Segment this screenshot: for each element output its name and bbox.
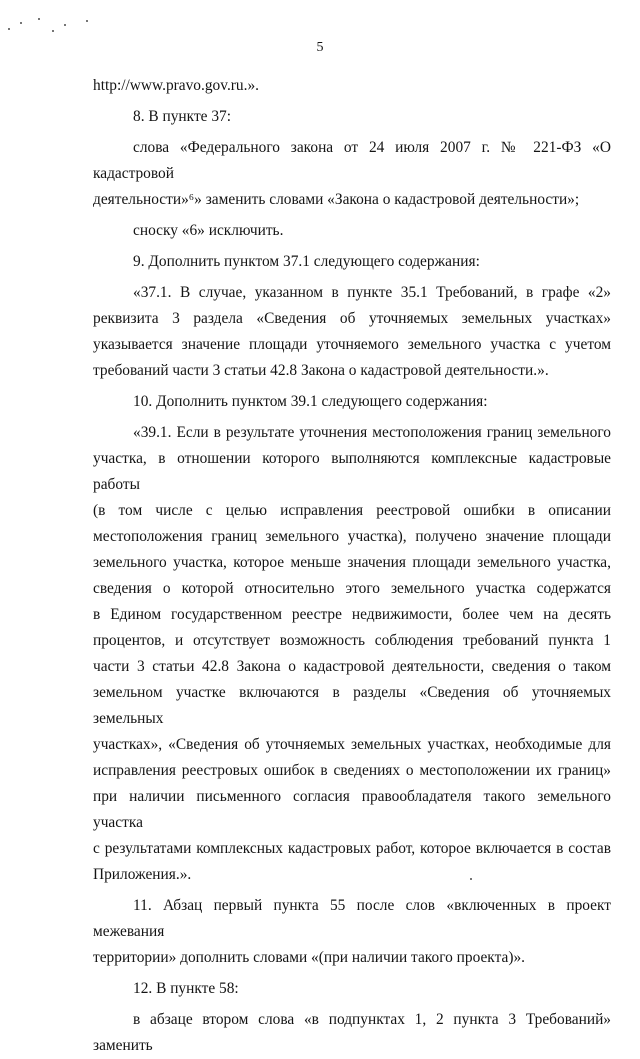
paragraph-item-12: [93, 976, 611, 1002]
text-line: участках», «Сведения об уточняемых земельных участках, необходимые для: [93, 736, 611, 753]
paragraph-item-8-words: [93, 135, 611, 213]
text-line: реквизита 3 раздела «Сведения об уточняемых земельных участках»: [93, 310, 611, 327]
text-line: деятельности»⁶» заменить словами «Закона о кадастровой деятельности»;: [93, 191, 580, 208]
text-line: Приложения.».: [93, 866, 192, 883]
text-line: с результатами комплексных кадастровых работ, которое включается в состав: [93, 840, 611, 857]
paragraph-url-tail: [93, 73, 611, 99]
scan-speck: [64, 24, 66, 26]
text-line: указывается значение площади уточняемого земельного участка с учетом: [93, 336, 611, 353]
paragraph-item-37-1: [93, 280, 611, 384]
paragraph-item-10: [93, 389, 611, 415]
text-line: участка, в отношении которого выполняются комплексные кадастровые работы: [93, 450, 611, 493]
text-line: «39.1. Если в результате уточнения местоположения границ земельного: [133, 424, 611, 441]
paragraph-item-12-words: [93, 1007, 611, 1059]
text-line: требований части 3 статьи 42.8 Закона о кадастровой деятельности.».: [93, 362, 549, 379]
paragraph-item-39-1: [93, 420, 611, 888]
text-line: процентов, и отсутствует возможность соблюдения требований пункта 1: [93, 632, 611, 649]
text-line: части 3 статьи 42.8 Закона о кадастровой деятельности, сведения о таком: [93, 658, 611, 675]
text-line: территории» дополнить словами «(при наличии такого проекта)».: [93, 949, 525, 966]
text-line: 11. Абзац первый пункта 55 после слов «включенных в проект межевания: [93, 897, 611, 940]
scan-speck: [8, 28, 10, 30]
paragraph-item-9: [93, 249, 611, 275]
text-line: сноску «6» исключить.: [133, 222, 284, 239]
text-line: исправления реестровых ошибок в сведениях о местоположении их границ»: [93, 762, 611, 779]
scan-speck: [470, 878, 472, 880]
text-line: «37.1. В случае, указанном в пункте 35.1 Требований, в графе «2»: [133, 284, 611, 301]
text-line: местоположения границ земельного участка), получено значение площади: [93, 528, 611, 545]
text-line: http://www.pravo.gov.ru.».: [93, 77, 259, 94]
paragraph-item-8: [93, 104, 611, 130]
text-line: в Едином государственном реестре недвижимости, более чем на десять: [93, 606, 611, 623]
text-line: сведения о которой относительно этого земельного участка содержатся: [93, 580, 611, 597]
text-line: 12. В пункте 58:: [133, 980, 239, 997]
text-line: 9. Дополнить пунктом 37.1 следующего содержания:: [133, 253, 480, 270]
document-body: [93, 68, 611, 1059]
scan-speck: [86, 20, 88, 22]
text-line: слова «Федерального закона от 24 июля 2007 г. № 221-ФЗ «О кадастровой: [93, 139, 611, 182]
text-line: (в том числе с целью исправления реестровой ошибки в описании: [93, 502, 611, 519]
text-line: в абзаце втором слова «в подпунктах 1, 2 пункта 3 Требований» заменить: [93, 1011, 611, 1054]
page-number: 5: [316, 40, 324, 55]
scan-speck: [38, 18, 40, 20]
scan-speck: [20, 22, 22, 24]
text-line: 8. В пункте 37:: [133, 108, 232, 125]
paragraph-item-8-footnote: [93, 218, 611, 244]
text-line: земельном участке включаются в разделы «Сведения об уточняемых земельных: [93, 684, 611, 727]
text-line: при наличии письменного согласия правообладателя такого земельного участка: [93, 788, 611, 831]
scan-speck: [52, 30, 54, 32]
text-line: земельного участка, которое меньше значения площади земельного участка,: [93, 554, 611, 571]
text-line: 10. Дополнить пунктом 39.1 следующего содержания:: [133, 393, 488, 410]
